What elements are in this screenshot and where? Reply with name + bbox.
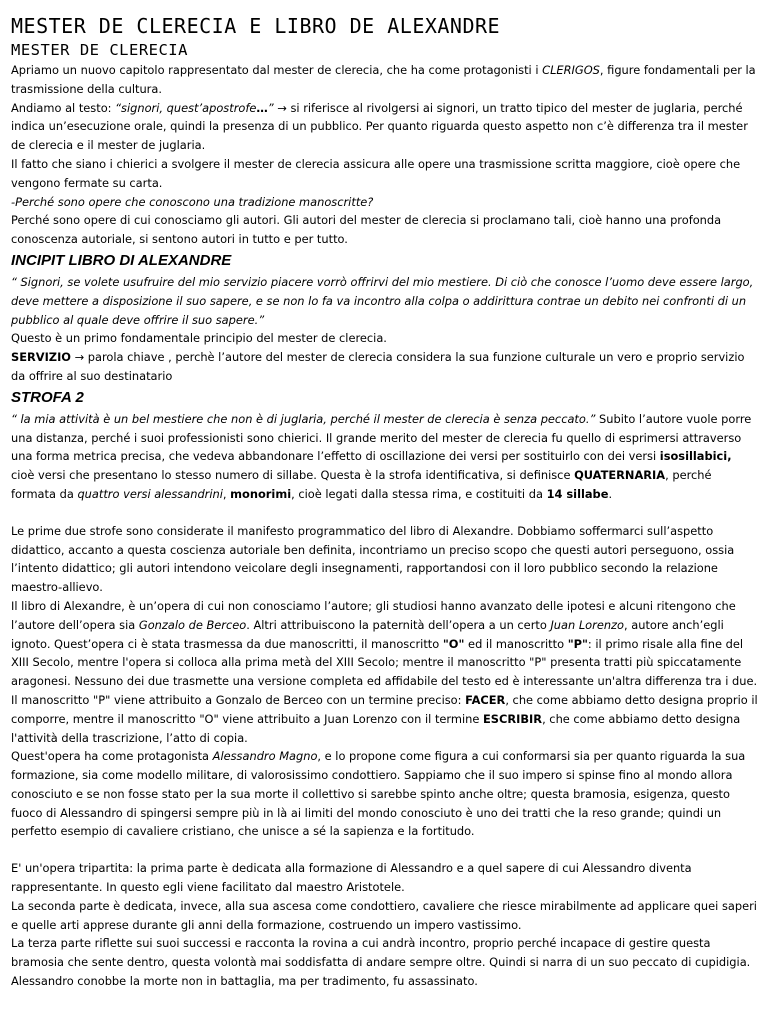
paragraph-tripartita: E' un'opera tripartita: la prima parte è dedicata alla formazione di Alessandro e a quel sapere di cui Alessandro diventa rappresentante. In questo egli viene facilitato dal maestro Aristotele.	[11, 861, 692, 895]
heading-incipit: INCIPIT LIBRO DI ALEXANDRE	[11, 251, 232, 269]
paragraph-alessandro: Quest'opera ha come protagonista Alessandro Magno, e lo propone come figura a cui conformarsi sia per quanto riguarda la sua formazione, sia come modello militare, di valorosissimo condottiero. Sappiamo che il suo impero si spinse fino al mondo allora conosciuto e se non fosse stato per la sua morte il collettivo si sarebbe spinto anche oltre; questa bramosia, esigenza, questo fuoco di Alessandro di spingersi sempre più in là ai limiti del mondo conosciuto è uno dei tratti che la reso grande; quindi un perfetto esempio di cavaliere cristiano, che unisce a sé la sapienza e la fortitudo.	[11, 749, 746, 839]
document-title: MESTER DE CLERECIA E LIBRO DE ALEXANDRE	[11, 14, 501, 38]
paragraph-manifesto: Le prime due strofe sono considerate il manifesto programmatico del libro di Alexandre. Dobbiamo soffermarci sull’aspetto didattico, accanto a questa coscienza autoriale ben definita, incontriamo un preciso scopo che questi autori perseguono, ossia l’intento didattico; gli autori intendono veicolare degli insegnamenti, rapportandosi con il loro pubblico secondo la relazione maestro-allievo.	[11, 523, 735, 595]
paragraph-chierici: Il fatto che siano i chierici a svolgere il mester de clerecia assicura alle opere una trasmissione scritta maggiore, cioè opere che vengono fermate su carta.	[11, 156, 741, 190]
section-title-mester: MESTER DE CLERECIA	[11, 41, 188, 59]
paragraph-testo: Andiamo al testo: “signori, quest’apostrofe…” → si riferisce al rivolgersi ai signori, un tratto tipico del mester de juglaria, perché indica un’esecuzione orale, quindi la presenza di un pubblico. Per quanto riguarda questo aspetto non c’è differenza tra il mester de clerecia e il mester de juglaria.	[11, 100, 748, 153]
paragraph-seconda-parte: La seconda parte è dedicata, invece, alla sua ascesa come condottiero, cavaliere che riesce mirabilmente ad applicare quei saperi e quelle arti apprese durante gli anni della formazione, costruendo un impero vastissimo.	[11, 898, 757, 932]
paragraph-servizio: SERVIZIO → parola chiave , perchè l’autore del mester de clerecia considera la sua funzione culturale un vero e proprio servizio da offrire al suo destinatario	[11, 350, 745, 383]
paragraph-question: -Perché sono opere che conoscono una tradizione manoscritte?	[11, 194, 374, 209]
quote-incipit: “ Signori, se volete usufruire del mio servizio piacere vorrò offrirvi del mio mestiere. Di ciò che conosce l’uomo deve essere largo, deve mettere a disposizione il suo sapere, e se non lo fa va incontro alla colpa o addirittura contrae un debito nei confronti di un pubblico al quale deve offrire il suo sapere.”	[11, 274, 754, 327]
paragraph-autori: Perché sono opere di cui conosciamo gli autori. Gli autori del mester de clerecia si proclamano tali, cioè hanno una profonda conoscenza autoriale, si sentono autori in tutto e per tutto.	[11, 213, 722, 247]
paragraph-intro: Apriamo un nuovo capitolo rappresentato dal mester de clerecia, che ha come protagonisti i CLERIGOS, figure fondamentali per la trasmissione della cultura.	[11, 63, 756, 96]
paragraph-libro: Il libro di Alexandre, è un’opera di cui non conosciamo l’autore; gli studiosi hanno avanzato delle ipotesi e alcuni ritengono che l’autore dell’opera sia Gonzalo de Berceo. Altri attribuiscono la paternità dell’opera a un certo Juan Lorenzo, autore anch’egli ignoto. Quest’opera ci è stata trasmessa da due manoscritti, il manoscritto "O" ed il manoscritto "P": il primo risale alla fine del XIII Secolo, mentre l'opera si colloca alla prima metà del XIII Secolo; mentre il manoscritto "P" presenta tratti più spiccatamente aragonesi. Nessuno dei due trasmette una versione completa ed affidabile del testo ed è interessante un'altra differenza tra i due. Il manoscritto "P" viene attribuito a Gonzalo de Berceo con un termine preciso: FACER, che come abbiamo detto designa proprio il comporre, mentre il manoscritto "O" viene attribuito a Juan Lorenzo con il termine ESCRIBIR, che come abbiamo detto designa l'attività della trascrizione, l’atto di copia.	[11, 598, 758, 745]
heading-strofa: STROFA 2	[11, 388, 84, 406]
paragraph-terza-parte: La terza parte riflette sui suoi successi e racconta la rovina a cui andrà incontro, proprio perché incapace di gestire questa bramosia che sente dentro, questa volontà mai soddisfatta di andare sempre oltre. Quindi si narra di un suo peccato di cupidigia. Alessandro conobbe la morte non in battaglia, ma per tradimento, fu assassinato.	[11, 936, 751, 989]
paragraph-strofa: “ la mia attività è un bel mestiere che non è di juglaria, perché il mester de clerecia è senza peccato.” Subito l’autore vuole porre una distanza, perché i suoi professionisti sono chierici. Il grande merito del mester de clerecia fu quello di esprimersi attraverso una forma metrica precisa, che vedeva abbandonare l’effetto di oscillazione dei versi per sostituirlo con dei versi isosillabici, cioè versi che presentano lo stesso numero di sillabe. Questa è la strofa identificativa, si definisce QUATERNARIA, perché formata da quattro versi alessandrini, monorimi, cioè legati dalla stessa rima, e costituiti da 14 sillabe.	[11, 411, 752, 501]
paragraph-principio: Questo è un primo fondamentale principio del mester de clerecia.	[11, 331, 387, 346]
